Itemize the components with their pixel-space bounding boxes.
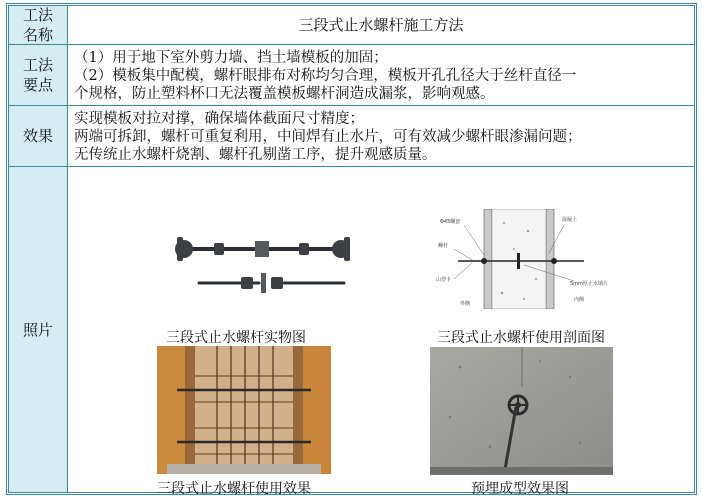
effect-line: 无传统止水螺杆烧割、螺杆孔剔凿工序，提升观感质量。: [74, 147, 437, 163]
method-table: [6, 3, 697, 495]
caption-cross-section: 三段式止水螺杆使用剖面图: [437, 330, 605, 346]
embedded-finish-photo: [430, 347, 613, 475]
effect-line: 实现模板对拉对撑，确保墙体截面尺寸精度；: [74, 111, 364, 127]
method-title-text: 三段式止水螺杆施工方法: [298, 16, 464, 34]
effect-line: 两端可拆卸，螺杆可重复利用，中间焊有止水片，可有效减少螺杆眼渗漏问题；: [74, 129, 582, 145]
caption-embedded-finish: 预埋成型效果图: [471, 481, 569, 497]
caption-bolt-physical: 三段式止水螺杆实物图: [166, 330, 306, 346]
label-line: 工法: [22, 56, 53, 74]
method-title: [68, 6, 694, 44]
label-line: 照片: [22, 320, 53, 339]
diagram-label: Φ45螺套: [440, 219, 461, 225]
label-method-name: [9, 6, 68, 44]
cross-section-diagram: [424, 209, 624, 309]
diagram-label: 混凝土: [562, 217, 578, 223]
bolt-physical-photo: [159, 221, 369, 311]
diagram-label: 内侧: [574, 297, 585, 303]
diagram-label: 外侧: [460, 301, 471, 307]
label-line: 名称: [22, 26, 53, 44]
caption-site-usage: 三段式止水螺杆使用效果: [157, 481, 311, 497]
label-effect: [9, 106, 68, 166]
diagram-label: 5mm厚止水钢片: [570, 281, 608, 287]
key-points-text: [68, 45, 694, 105]
site-usage-photo: [157, 346, 331, 474]
diagram-label: 螺杆: [438, 243, 449, 249]
label-line: 要点: [22, 76, 53, 94]
key-point-line: （2）模板集中配模，螺杆眼排布对称均匀合理，模板开孔孔径大于丝杆直径一: [74, 68, 577, 84]
label-line: 效果: [22, 127, 53, 145]
key-point-line: （1）用于地下室外剪力墙、挡土墙模板的加固；: [74, 50, 388, 66]
diagram-label: 山型卡: [436, 277, 452, 283]
label-line: 工法: [22, 6, 53, 24]
label-key-points: [9, 45, 68, 105]
label-photos: [9, 167, 68, 492]
effect-text: [68, 106, 694, 166]
key-point-line: 个规格，防止塑料杯口无法覆盖模板螺杆洞造成漏浆，影响观感。: [74, 86, 495, 102]
